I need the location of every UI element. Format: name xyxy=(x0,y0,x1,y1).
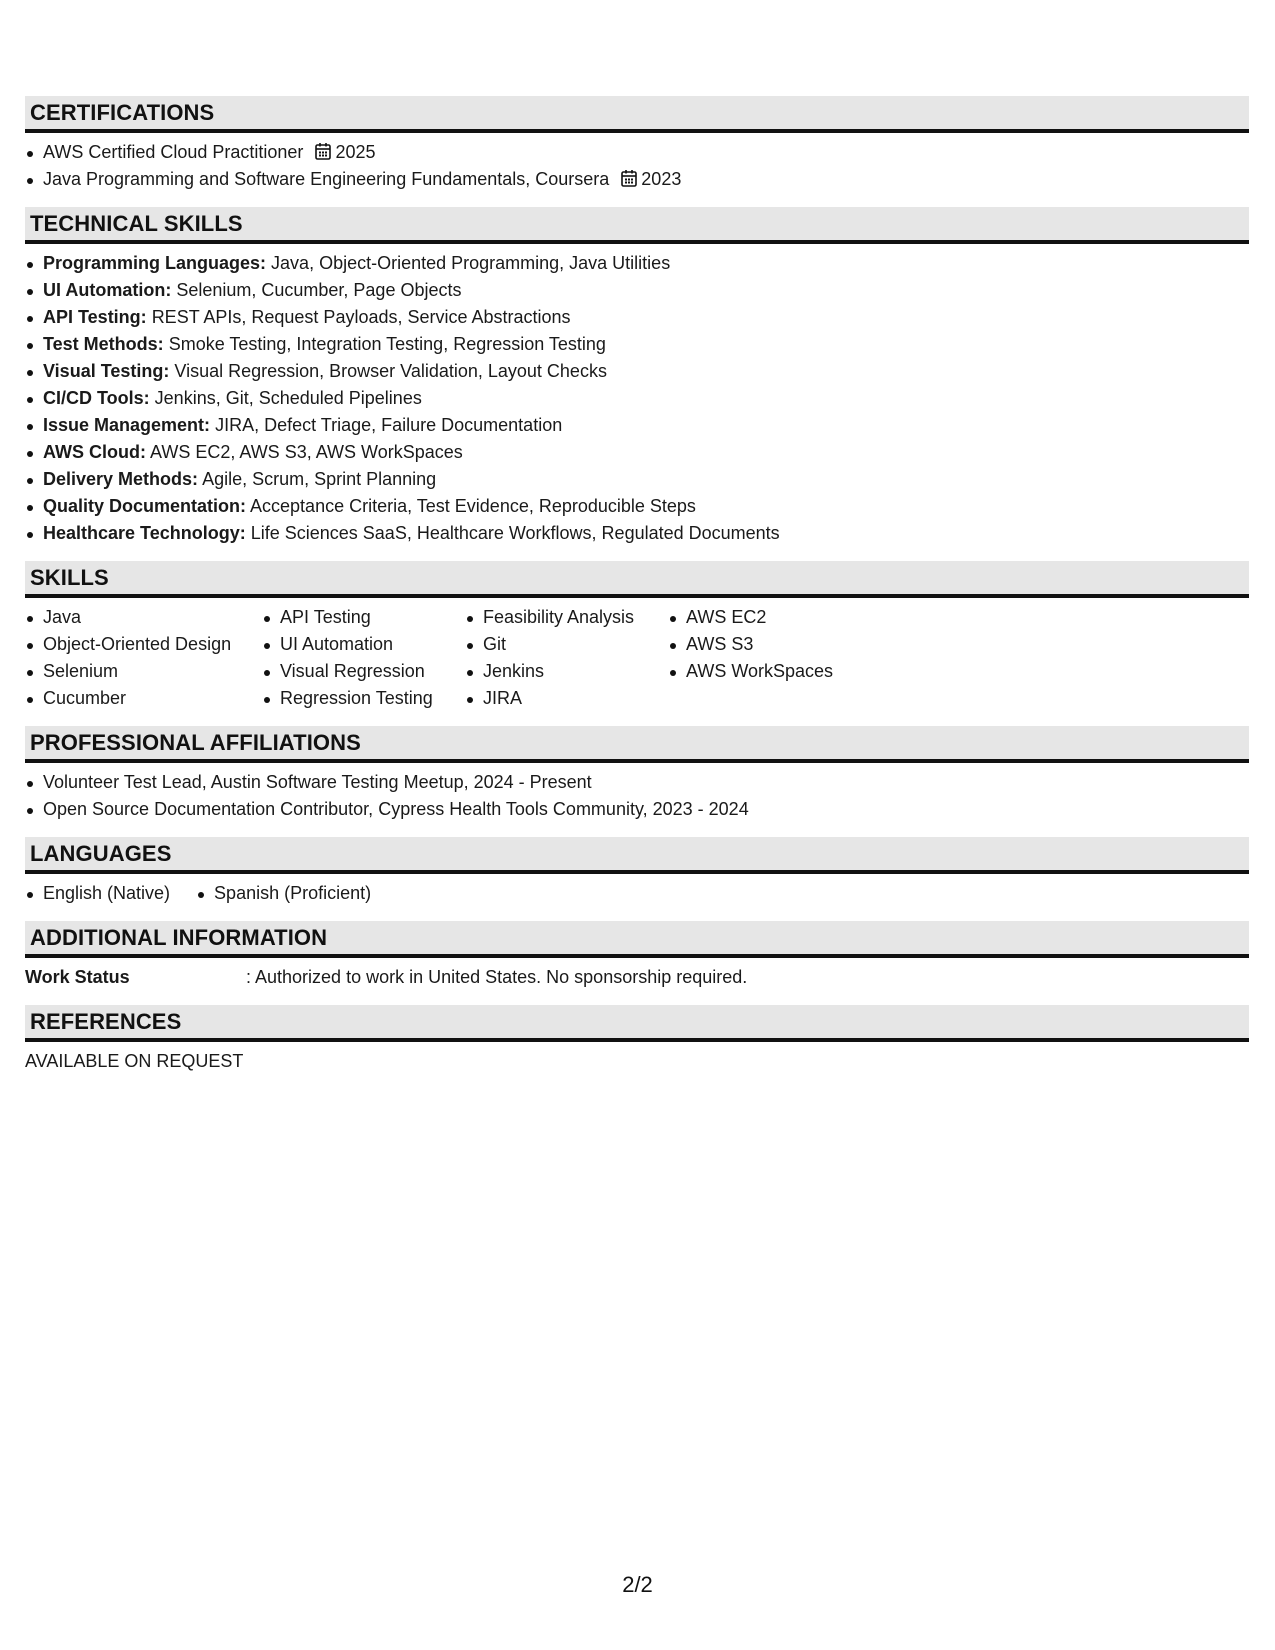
languages-list xyxy=(25,880,1249,907)
skill-values: Java, Object-Oriented Programming, Java Utilities xyxy=(271,253,671,273)
list-item: Jenkins xyxy=(465,658,668,685)
languages-section xyxy=(25,837,1249,907)
list-item xyxy=(25,304,1249,331)
skills-grid xyxy=(25,604,1249,712)
skill-category: Test Methods: xyxy=(43,334,164,354)
list-item: Visual Regression xyxy=(262,658,465,685)
skill-values: Acceptance Criteria, Test Evidence, Reproducible Steps xyxy=(250,496,696,516)
section-header xyxy=(25,207,1249,244)
technical-skills-section xyxy=(25,207,1249,547)
list-item: Regression Testing xyxy=(262,685,465,712)
list-item: Volunteer Test Lead, Austin Software Testing Meetup, 2024 - Present xyxy=(25,769,1249,796)
skill-values: Jenkins, Git, Scheduled Pipelines xyxy=(154,388,422,408)
skill-category: UI Automation: xyxy=(43,280,172,300)
affiliations-list xyxy=(25,769,1249,823)
list-item: English (Native) xyxy=(25,880,170,907)
skill-category: API Testing: xyxy=(43,307,147,327)
list-item xyxy=(25,466,1249,493)
list-item xyxy=(25,520,1249,547)
list-item: AWS WorkSpaces xyxy=(668,658,888,685)
certification-name: Java Programming and Software Engineering Fundamentals, Coursera xyxy=(43,169,610,189)
skill-values: AWS EC2, AWS S3, AWS WorkSpaces xyxy=(150,442,463,462)
calendar-icon xyxy=(621,169,637,187)
section-title: TECHNICAL SKILLS xyxy=(30,210,243,236)
section-title: ADDITIONAL INFORMATION xyxy=(30,924,328,950)
list-item: AWS S3 xyxy=(668,631,888,658)
list-item: Git xyxy=(465,631,668,658)
section-header xyxy=(25,921,1249,958)
work-status-value: : Authorized to work in United States. No sponsorship required. xyxy=(246,967,748,987)
list-item: Feasibility Analysis xyxy=(465,604,668,631)
list-item: Selenium xyxy=(25,658,262,685)
list-item: Java xyxy=(25,604,262,631)
skill-category: Programming Languages: xyxy=(43,253,267,273)
skill-category: Delivery Methods: xyxy=(43,469,199,489)
section-title: LANGUAGES xyxy=(30,840,172,866)
references-section xyxy=(25,1005,1249,1075)
section-header xyxy=(25,96,1249,133)
section-header xyxy=(25,1005,1249,1042)
section-title: CERTIFICATIONS xyxy=(30,99,215,125)
skills-column xyxy=(465,604,668,712)
list-item: Cucumber xyxy=(25,685,262,712)
list-item xyxy=(25,493,1249,520)
certification-year: 2023 xyxy=(641,169,682,189)
skill-values: Smoke Testing, Integration Testing, Regression Testing xyxy=(168,334,606,354)
section-title: PROFESSIONAL AFFILIATIONS xyxy=(30,729,361,755)
additional-info-section xyxy=(25,921,1249,991)
list-item xyxy=(25,358,1249,385)
list-item: Object-Oriented Design xyxy=(25,631,262,658)
resume-page xyxy=(25,96,1249,1089)
skill-values: Agile, Scrum, Sprint Planning xyxy=(202,469,437,489)
skills-column xyxy=(668,604,888,712)
work-status-label: Work Status xyxy=(25,967,130,987)
section-header xyxy=(25,561,1249,598)
skill-category: Healthcare Technology: xyxy=(43,523,246,543)
section-title: REFERENCES xyxy=(30,1008,182,1034)
skill-values: Life Sciences SaaS, Healthcare Workflows, Regulated Documents xyxy=(250,523,780,543)
skill-values: Visual Regression, Browser Validation, Layout Checks xyxy=(174,361,607,381)
list-item: JIRA xyxy=(465,685,668,712)
section-title: SKILLS xyxy=(30,564,109,590)
technical-skills-list xyxy=(25,250,1249,547)
skill-category: Quality Documentation: xyxy=(43,496,247,516)
certifications-list xyxy=(25,139,1249,193)
skill-category: Issue Management: xyxy=(43,415,211,435)
list-item xyxy=(25,331,1249,358)
skill-category: CI/CD Tools: xyxy=(43,388,150,408)
list-item xyxy=(25,277,1249,304)
page-number: 2/2 xyxy=(622,1572,653,1597)
section-header xyxy=(25,837,1249,874)
skills-section xyxy=(25,561,1249,712)
certifications-section xyxy=(25,96,1249,193)
list-item: Spanish (Proficient) xyxy=(196,880,371,907)
work-status-row xyxy=(25,964,1249,991)
skill-category: AWS Cloud: xyxy=(43,442,146,462)
list-item xyxy=(25,385,1249,412)
certification-name: AWS Certified Cloud Practitioner xyxy=(43,142,304,162)
list-item: API Testing xyxy=(262,604,465,631)
affiliations-section xyxy=(25,726,1249,823)
skills-column xyxy=(262,604,465,712)
skill-category: Visual Testing: xyxy=(43,361,170,381)
skill-values: REST APIs, Request Payloads, Service Abstractions xyxy=(151,307,571,327)
list-item: UI Automation xyxy=(262,631,465,658)
certification-year: 2025 xyxy=(335,142,376,162)
calendar-icon xyxy=(315,142,331,160)
section-header xyxy=(25,726,1249,763)
list-item xyxy=(25,250,1249,277)
skill-values: JIRA, Defect Triage, Failure Documentation xyxy=(215,415,563,435)
skill-values: Selenium, Cucumber, Page Objects xyxy=(176,280,462,300)
list-item xyxy=(25,439,1249,466)
references-text: AVAILABLE ON REQUEST xyxy=(25,1051,244,1071)
list-item xyxy=(25,166,1249,193)
list-item xyxy=(25,412,1249,439)
list-item: AWS EC2 xyxy=(668,604,888,631)
list-item xyxy=(25,139,1249,166)
list-item: Open Source Documentation Contributor, Cypress Health Tools Community, 2023 - 2024 xyxy=(25,796,1249,823)
skills-column xyxy=(25,604,262,712)
